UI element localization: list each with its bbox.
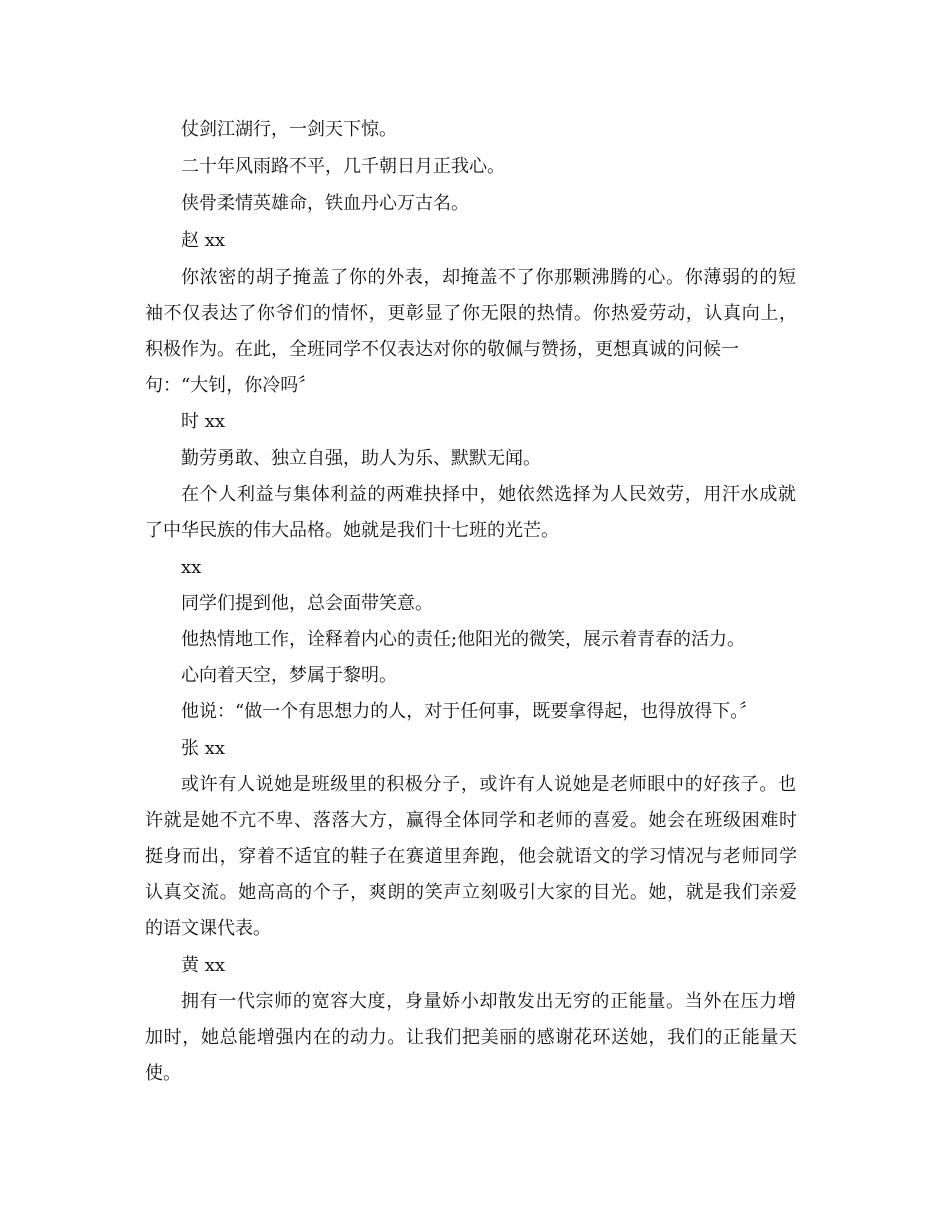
paragraph-xx-line-1: 同学们提到他，总会面带笑意。 — [181, 593, 433, 614]
paragraph-huang-line-1: 拥有一代宗师的宽容大度，身量娇小却散发出无穷的正能量。当外在压力增 — [181, 991, 796, 1012]
paragraph-xx-line-3: 心向着天空，梦属于黎明。 — [181, 665, 397, 686]
paragraph-zhao-line-4: 句：“大钊，你冷吗〞 — [145, 375, 317, 396]
poem-line-3: 侠骨柔情英雄命，铁血丹心万古名。 — [181, 193, 469, 214]
paragraph-zhang-line-1: 或许有人说她是班级里的积极分子，或许有人说她是老师眼中的好孩子。也 — [181, 774, 796, 795]
name-heading-xx: xx — [181, 557, 202, 578]
paragraph-huang-line-2: 加时，她总能增强内在的动力。让我们把美丽的感谢花环送她，我们的正能量天 — [145, 1027, 797, 1048]
paragraph-shi-line-1: 勤劳勇敢、独立自强，助人为乐、默默无闻。 — [181, 448, 541, 469]
name-heading-huang: 黄 xx — [181, 955, 226, 976]
paragraph-zhang-line-3: 挺身而出，穿着不适宜的鞋子在赛道里奔跑，他会就语文的学习情况与老师同学 — [145, 846, 797, 867]
paragraph-zhang-line-4: 认真交流。她高高的个子，爽朗的笑声立刻吸引大家的目光。她，就是我们亲爱 — [145, 882, 797, 903]
paragraph-xx-line-2: 他热情地工作，诠释着内心的责任;他阳光的微笑，展示着青春的活力。 — [181, 629, 746, 650]
name-heading-zhang: 张 xx — [181, 738, 226, 759]
paragraph-zhao-line-1: 你浓密的胡子掩盖了你的外表，却掩盖不了你那颗沸腾的心。你薄弱的的短 — [181, 267, 796, 288]
paragraph-zhang-line-5: 的语文课代表。 — [145, 918, 271, 939]
name-heading-zhao: 赵 xx — [181, 230, 226, 251]
poem-line-2: 二十年风雨路不平，几千朝日月正我心。 — [181, 156, 505, 177]
poem-line-1: 仗剑江湖行，一剑天下惊。 — [181, 119, 397, 140]
name-heading-shi: 时 xx — [181, 411, 226, 432]
paragraph-shi-line-3: 了中华民族的伟大品格。她就是我们十七班的光芒。 — [145, 520, 559, 541]
paragraph-huang-line-3: 使。 — [145, 1063, 181, 1084]
paragraph-shi-line-2: 在个人利益与集体利益的两难抉择中，她依然选择为人民效劳，用汗水成就 — [181, 484, 796, 505]
paragraph-xx-line-4: 他说：“做一个有思想力的人，对于任何事，既要拿得起，也得放得下。〞 — [181, 701, 758, 722]
paragraph-zhao-line-2: 袖不仅表达了你爷们的情怀，更彰显了你无限的热情。你热爱劳动，认真向上， — [145, 303, 797, 324]
paragraph-zhang-line-2: 许就是她不亢不卑、落落大方，赢得全体同学和老师的喜爱。她会在班级困难时 — [145, 810, 797, 831]
paragraph-zhao-line-3: 积极作为。在此，全班同学不仅表达对你的敬佩与赞扬，更想真诚的问候一 — [145, 339, 739, 360]
